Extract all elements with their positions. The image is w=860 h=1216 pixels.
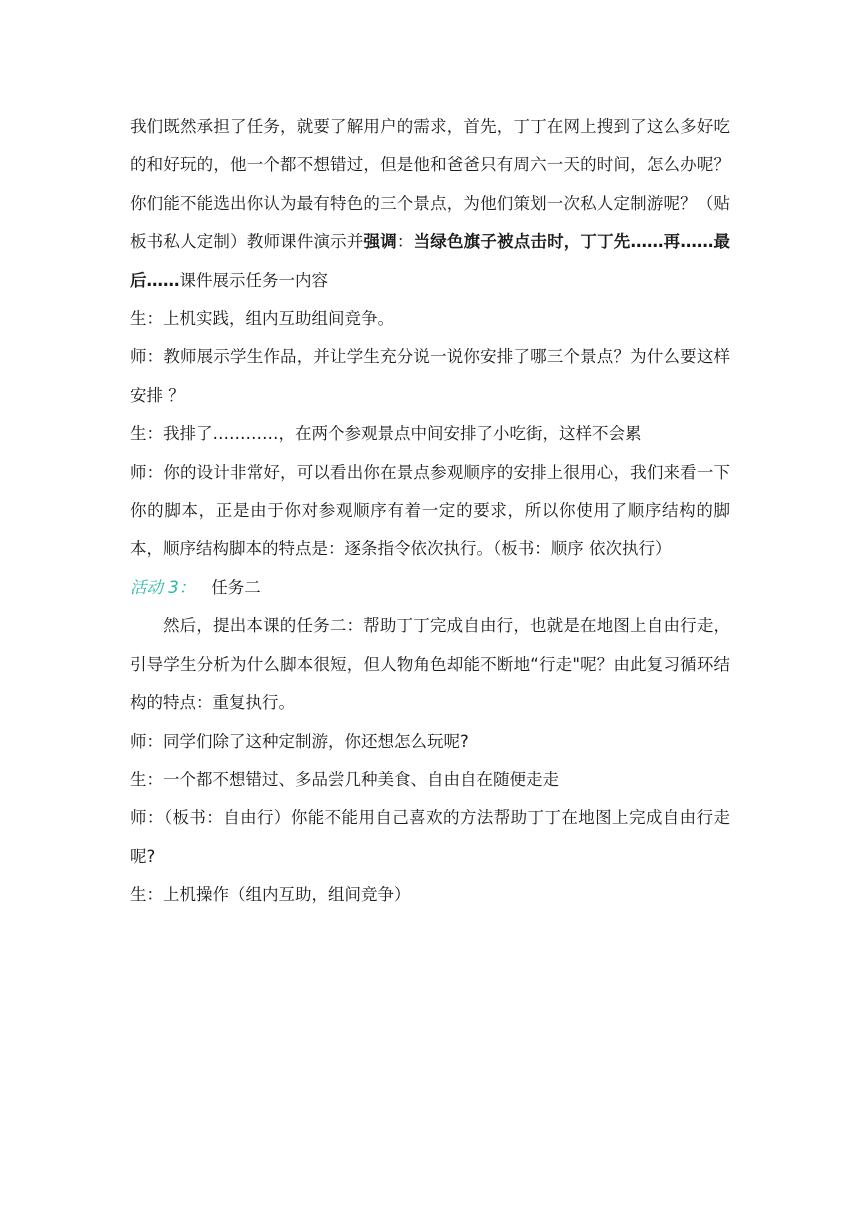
emphasis-label: 强调 (363, 232, 397, 252)
paragraph-student-operation: 生：上机操作（组内互助，组间竞争） (130, 885, 411, 905)
colon-text: ： (396, 232, 414, 252)
activity-label: 活动 3： (130, 577, 196, 597)
paragraph-student-practice: 生：上机实践，组内互助组间竞争。 (130, 309, 394, 329)
paragraph-student-answer: 生：我排了…………，在两个参观景点中间安排了小吃街，这样不会累 (130, 424, 642, 444)
paragraph-task-two-intro: 然后，提出本课的任务二：帮助丁丁完成自由行，也就是在地图上自由行走，引导学生分析为什么脚本很短，但人物角色却能不断地“行走"呢？由此复习循环结构的特点：重复执行。 (130, 616, 730, 713)
paragraph-teacher-showcase: 师：教师展示学生作品，并让学生充分说一说你安排了哪三个景点？为什么要这样安排 ？ (130, 347, 730, 405)
document-body (130, 108, 730, 915)
paragraph-text: 我们既然承担了任务，就要了解用户的需求，首先，丁丁在网上搜到了这么多好吃的和好玩的，他一个都不想错过，但是他和爸爸只有周六一天的时间，怎么办呢？你们能不能选出你认为最有特色的三个景点，为他们策划一次私人定制游呢？（贴板书私人定制）教师课件演示并 (130, 117, 730, 252)
paragraph-teacher-question: 师：同学们除了这种定制游，你还想怎么玩呢? (130, 731, 469, 751)
paragraph-task-one-intro (130, 108, 730, 300)
paragraph-student-ideas: 生：一个都不想错过、多品尝几种美食、自由自在随便走走 (130, 769, 559, 789)
activity-3-heading (130, 569, 730, 607)
paragraph-text-tail: 课件展示任务一内容 (179, 270, 328, 290)
activity-title: 任务二 (211, 577, 261, 597)
paragraph-teacher-feedback: 师：你的设计非常好，可以看出你在景点参观顺序的安排上很用心，我们来看一下你的脚本，正是由于你对参观顺序有着一定的要求，所以你使用了顺序结构的脚本，顺序结构脚本的特点是：逐条指令依次执行。（板书：顺序 依次执行） (130, 462, 730, 559)
paragraph-teacher-prompt: 师：（板书：自由行）你能不能用自己喜欢的方法帮助丁丁在地图上完成自由行走呢? (130, 808, 730, 866)
emphasis-instruction: 当绿色旗子被点击时，丁丁先……再……最后…… (130, 232, 731, 290)
